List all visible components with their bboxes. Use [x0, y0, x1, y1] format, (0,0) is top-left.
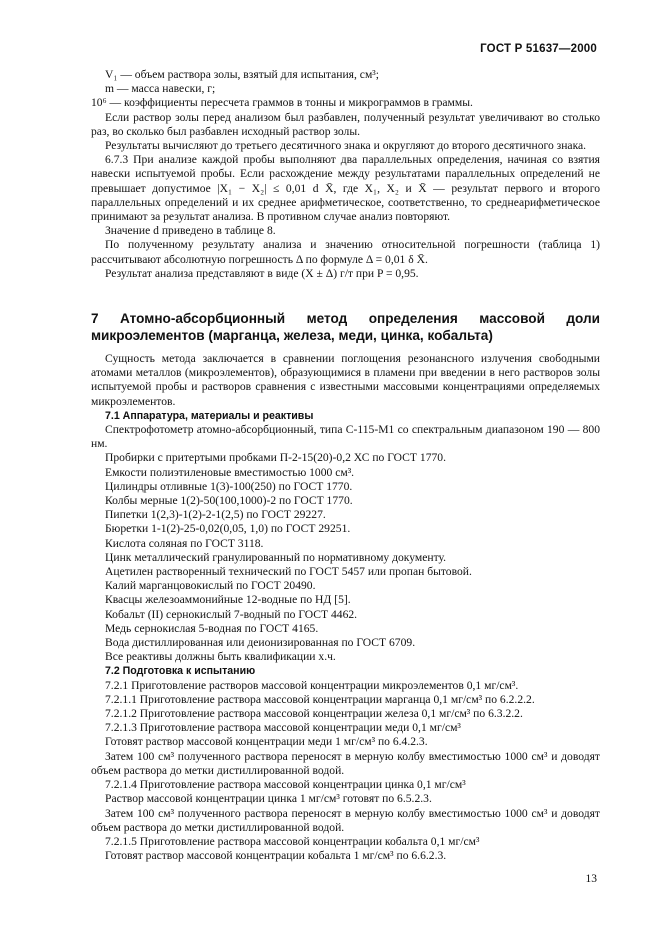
list-item: 7.2.1.2 Приготовление раствора массовой концентрации железа 0,1 мг/см³ по 6.3.2.2.	[105, 707, 523, 721]
paragraph-6-7-3: 6.7.3 При анализе каждой пробы выполняют два параллельных определения, начиная со взятия навески испытуемой пробы. Если расхождение между результатами параллельных определений не превышает допустимое |X₁ − X₂| ≤ 0,01 d X̄, где X₁, X₂ и X̄ — результат первого и второго параллельных определений и их среднее арифметическое, соответственно, то среднеарифметическое принимают за результат анализа. В противном случае анализ повторяют.	[91, 153, 600, 224]
definition-line: 10⁶ — коэффициенты пересчета граммов в тонны и микрограммов в граммы.	[91, 96, 473, 110]
list-item: Готовят раствор массовой концентрации меди 1 мг/см³ по 6.4.2.3.	[105, 735, 428, 749]
section-7-body	[91, 352, 600, 863]
list-item: Ацетилен растворенный технический по ГОСТ 5457 или пропан бытовой.	[105, 565, 472, 579]
list-item: 7.2.1.1 Приготовление раствора массовой концентрации марганца 0,1 мг/см³ по 6.2.2.2.	[105, 692, 535, 706]
definition-line: m — масса навески, г;	[105, 82, 216, 96]
definitions-block	[91, 68, 600, 281]
intro-paragraph: Сущность метода заключается в сравнении поглощения резонансного излучения свободными атомами металлов (микроэлементов), образующимися в пламени при введении в него растворов золы испытуемой пробы и растворов сравнения с известными массовыми концентрациями определяемых микроэлементов.	[91, 352, 600, 408]
section-title: 7 Атомно-абсорбционный метод определения массовой доли микроэлементов (марганца, железа, меди, цинка, кобальта)	[91, 311, 600, 343]
list-item: Емкости полиэтиленовые вместимостью 1000 см³.	[105, 465, 355, 479]
subsection-title-7-2: 7.2 Подготовка к испытанию	[105, 665, 256, 678]
paragraph: Результаты вычисляют до третьего десятичного знака и округляют до второго десятичного знака.	[105, 139, 587, 153]
list-item: Пипетки 1(2,3)-1(2)-2-1(2,5) по ГОСТ 29227.	[105, 508, 326, 522]
list-item: Кислота соляная по ГОСТ 3118.	[105, 536, 264, 550]
paragraph: По полученному результату анализа и значению относительной погрешности (таблица 1) рассчитывают абсолютную погрешность Δ по формуле Δ = 0,01 δ X̄.	[91, 238, 600, 266]
list-item: Квасцы железоаммонийные 12-водные по НД [5].	[105, 593, 351, 607]
list-item: Калий марганцовокислый по ГОСТ 20490.	[105, 579, 316, 593]
list-item: 7.2.1.3 Приготовление раствора массовой концентрации меди 0,1 мг/см³	[105, 721, 461, 735]
list-item: Цинк металлический гранулированный по нормативному документу.	[105, 550, 447, 564]
list-item: 7.2.1 Приготовление растворов массовой концентрации микроэлементов 0,1 мг/см³.	[105, 678, 519, 692]
list-item: Цилиндры отливные 1(3)-100(250) по ГОСТ 1770.	[105, 479, 353, 493]
list-item: Пробирки с притертыми пробками П-2-15(20)-0,2 ХС по ГОСТ 1770.	[105, 451, 446, 465]
list-item: Бюретки 1-1(2)-25-0,02(0,05, 1,0) по ГОСТ 29251.	[105, 522, 351, 536]
list-item: 7.2.1.5 Приготовление раствора массовой концентрации кобальта 0,1 мг/см³	[105, 834, 480, 848]
definition-line: V₁ — объем раствора золы, взятый для испытания, см³;	[105, 68, 379, 81]
subsection-title-7-1: 7.1 Аппаратура, материалы и реактивы	[105, 409, 314, 422]
list-item: Затем 100 см³ полученного раствора переносят в мерную колбу вместимостью 1000 см³ и доводят объем раствора до метки дистиллированной водой.	[91, 749, 600, 777]
page-number: 13	[585, 873, 597, 885]
list-item: Медь сернокислая 5-водная по ГОСТ 4165.	[105, 621, 319, 635]
running-header: ГОСТ Р 51637—2000	[480, 43, 597, 55]
list-item: Колбы мерные 1(2)-50(100,1000)-2 по ГОСТ 1770.	[105, 494, 353, 508]
list-item: Раствор массовой концентрации цинка 1 мг/см³ готовят по 6.5.2.3.	[105, 792, 432, 806]
paragraph: Если раствор золы перед анализом был разбавлен, полученный результат увеличивают во столько раз, во сколько был разбавлен исходный раствор золы.	[91, 110, 600, 138]
list-item: Готовят раствор массовой концентрации кобальта 1 мг/см³ по 6.6.2.3.	[105, 849, 447, 863]
list-item: Кобальт (II) сернокислый 7-водный по ГОСТ 4462.	[105, 607, 358, 621]
paragraph: Результат анализа представляют в виде (X ± Δ) г/т при P = 0,95.	[105, 266, 419, 280]
list-item: Спектрофотометр атомно-абсорбционный, типа С-115-М1 со спектральным диапазоном 190 — 800 нм.	[91, 423, 600, 451]
paragraph: Значение d приведено в таблице 8.	[105, 224, 276, 238]
list-item: Затем 100 см³ полученного раствора переносят в мерную колбу вместимостью 1000 см³ и доводят объем раствора до метки дистиллированной водой.	[91, 806, 600, 834]
list-item: Все реактивы должны быть квалификации х.ч.	[105, 650, 336, 664]
list-item: 7.2.1.4 Приготовление раствора массовой концентрации цинка 0,1 мг/см³	[105, 778, 466, 792]
list-item: Вода дистиллированная или деионизированная по ГОСТ 6709.	[105, 636, 416, 650]
